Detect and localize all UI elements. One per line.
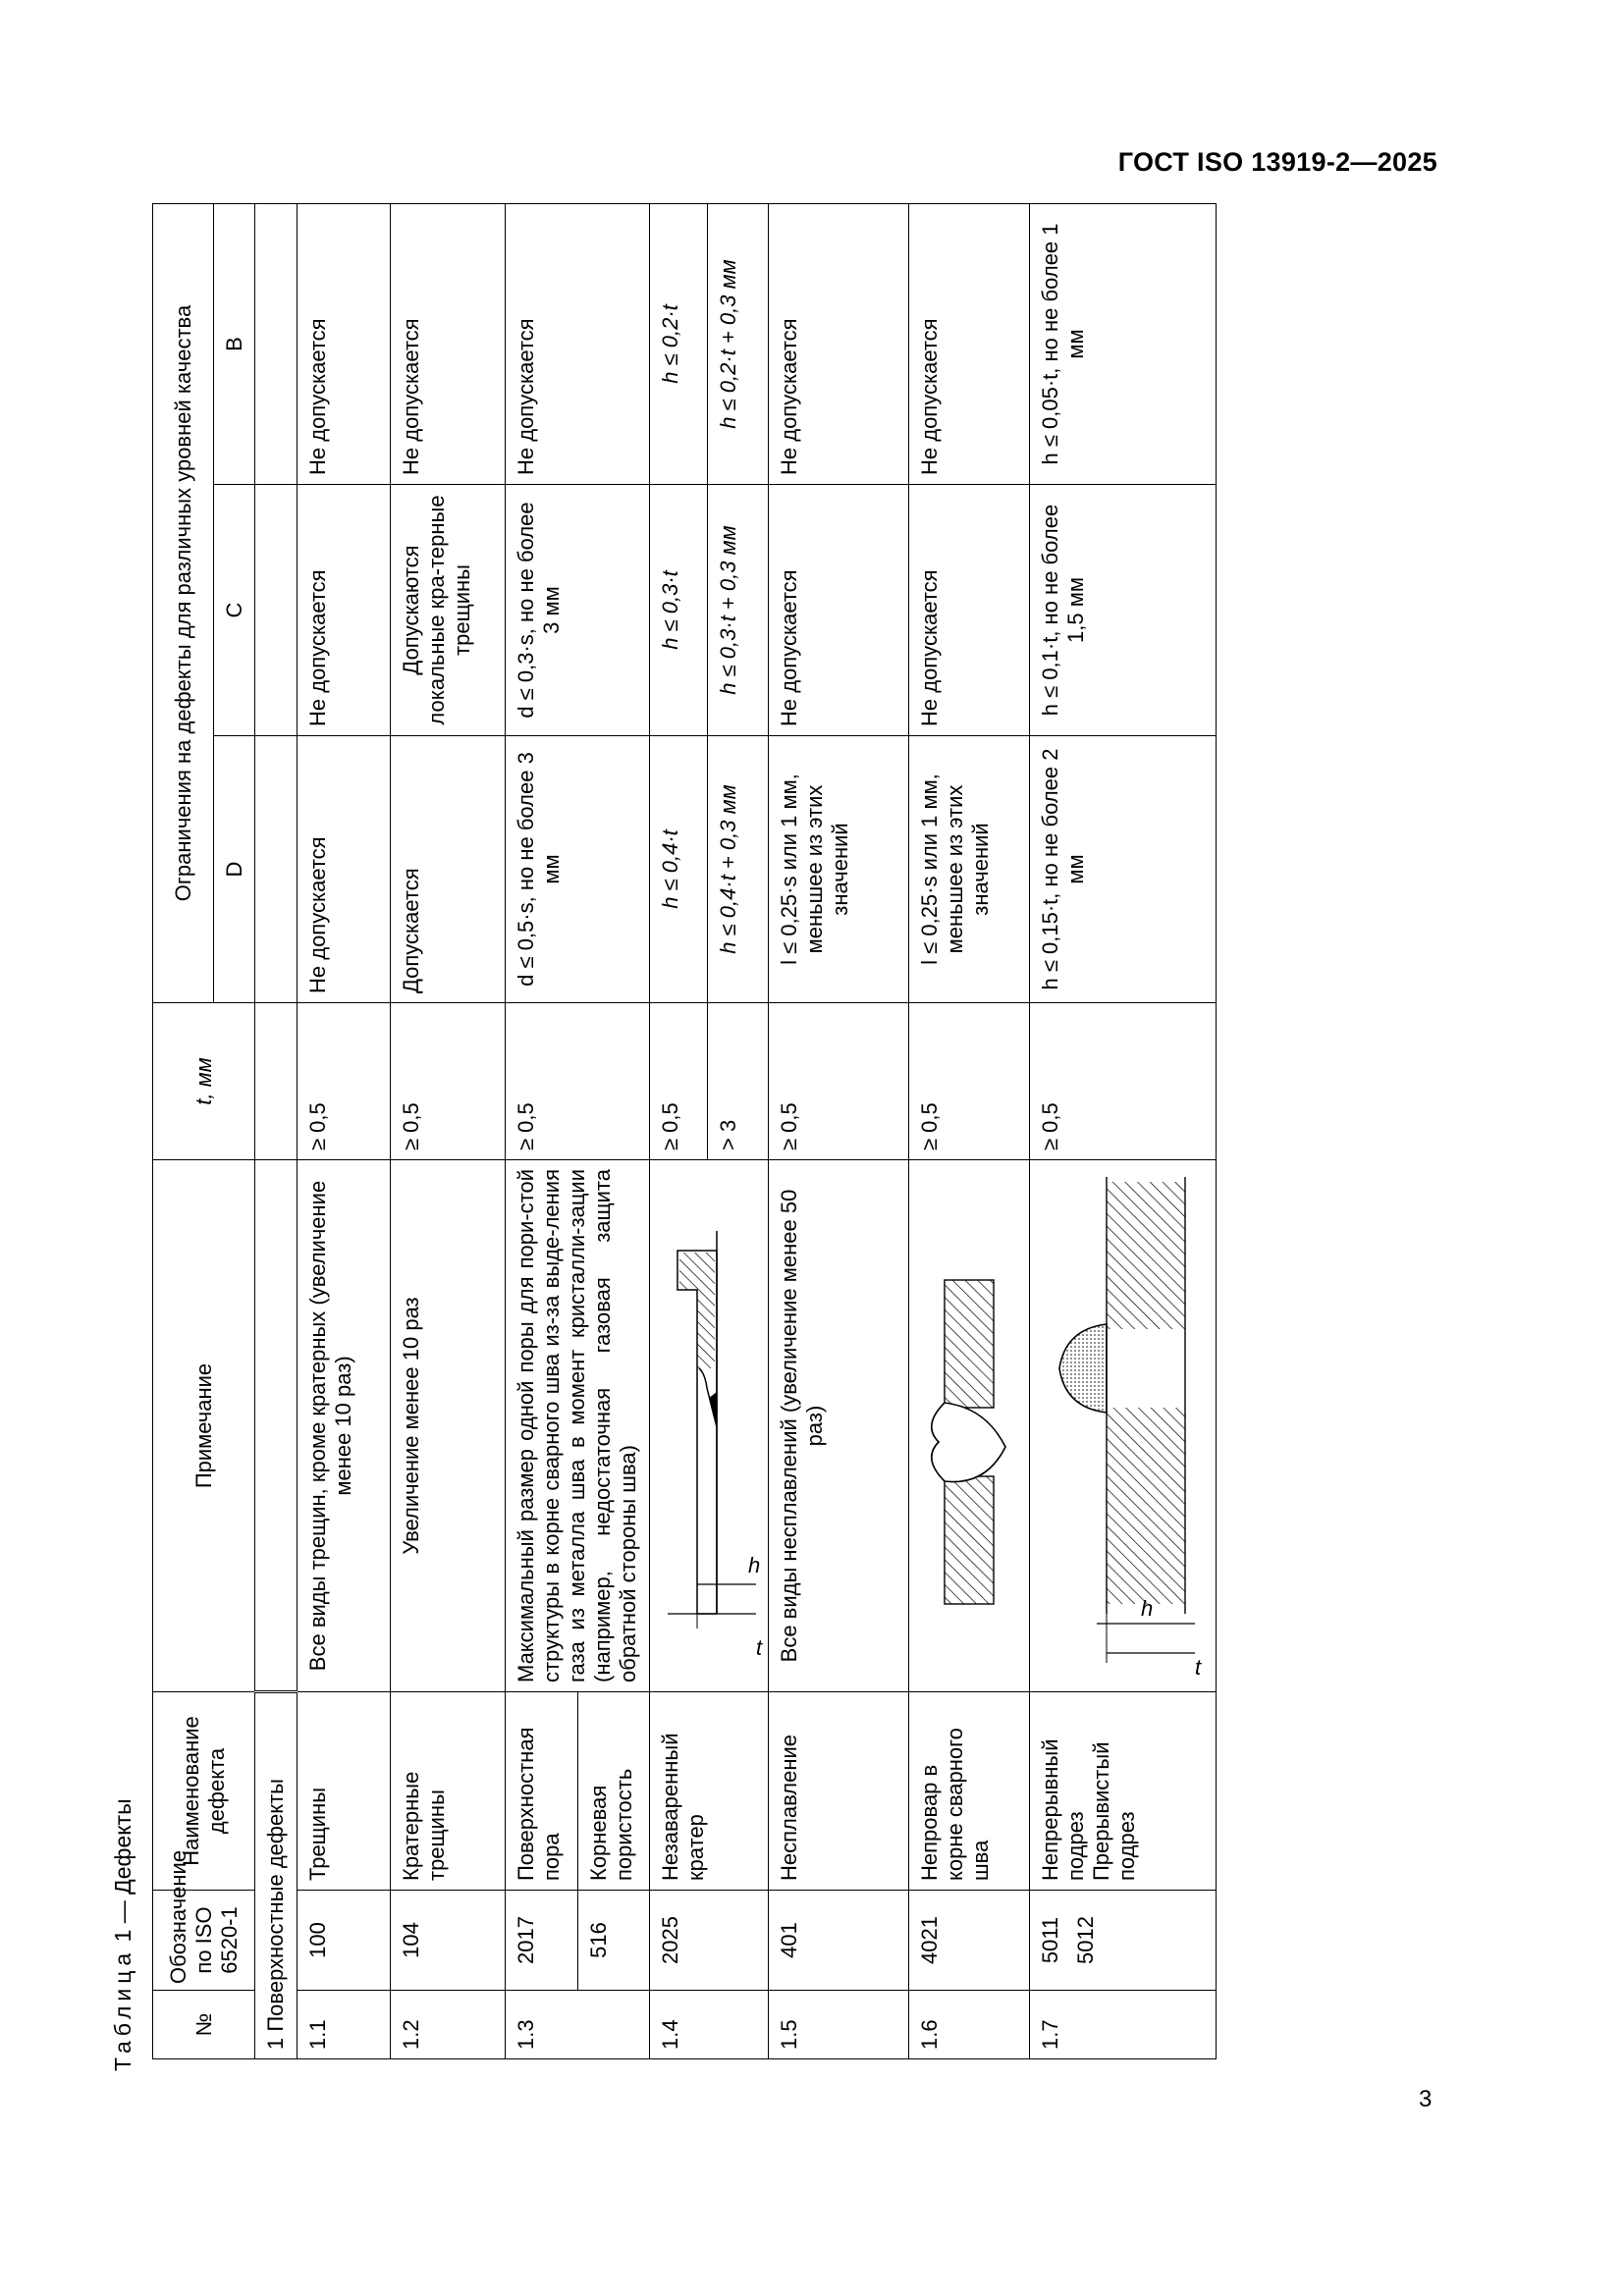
row-name-cell — [1030, 1692, 1217, 1891]
section-title: 1 Поверхностные дефекты — [255, 1692, 298, 2059]
row-level-d: d ≤ 0,5·s, но не более 3 мм — [506, 736, 650, 1003]
row-code: 104 — [391, 1891, 506, 1991]
row-level-b: Не допускается — [298, 203, 391, 484]
header-level-d: D — [214, 736, 255, 1003]
row-name: Трещины — [298, 1692, 391, 1891]
row-sketch-crater — [650, 1160, 769, 1692]
row-num: 1.2 — [391, 1991, 506, 2059]
row-level-c: d ≤ 0,3·s, но не более 3 мм — [506, 485, 650, 736]
row-note: Все виды трещин, кроме кратерных (увеличение менее 10 раз) — [298, 1160, 391, 1692]
row-level-c: Не допускается — [769, 485, 909, 736]
row-level-c: Допускаются локальные кра-терные трещины — [391, 485, 506, 736]
rotated-table-area — [108, 16, 1434, 2071]
header-level-c: C — [214, 485, 255, 736]
header-limits: Ограничения на дефекты для различных уровней качества — [153, 203, 214, 1002]
row-name: Кратерные трещины — [391, 1692, 506, 1891]
row-name: Незаваренный кратер — [650, 1692, 769, 1891]
row-t: ≥ 0,5 — [1030, 1003, 1217, 1160]
crater-sketch — [658, 1172, 763, 1682]
row-code: 4021 — [909, 1891, 1030, 1991]
row-level-d-2: h ≤ 0,4·t + 0,3 мм — [708, 736, 769, 1003]
row-level-b: Не допускается — [391, 203, 506, 484]
row-num: 1.7 — [1030, 1991, 1217, 2059]
row-num: 1.4 — [650, 1991, 769, 2059]
table-row — [298, 203, 391, 2058]
header-code: Обозначение по ISO 6520-1 — [153, 1891, 255, 1991]
row-level-b: h ≤ 0,05·t, но не более 1 мм — [1030, 203, 1217, 484]
row-sketch-root — [909, 1160, 1030, 1692]
row-level-b: Не допускается — [506, 203, 650, 484]
row-t: ≥ 0,5 — [298, 1003, 391, 1160]
row-t: ≥ 0,5 — [506, 1003, 650, 1160]
sketch-label-t: t — [756, 1635, 763, 1660]
row-level-c-2: h ≤ 0,3·t + 0,3 мм — [708, 485, 769, 736]
header-note: Примечание — [153, 1160, 255, 1692]
row-num: 1.1 — [298, 1991, 391, 2059]
row-code-2: 516 — [578, 1891, 650, 1991]
row-num: 1.6 — [909, 1991, 1030, 2059]
row-name-2: Корневая пористость — [578, 1692, 650, 1891]
row-code: 2017 — [506, 1891, 578, 1991]
row-name-2: Прерывистый подрез — [1089, 1741, 1139, 1881]
row-t: ≥ 0,5 — [769, 1003, 909, 1160]
row-level-d: l ≤ 0,25·s или 1 мм, меньшее из этих значений — [909, 736, 1030, 1003]
row-sketch-undercut — [1030, 1160, 1217, 1692]
row-level-c: Не допускается — [909, 485, 1030, 736]
row-t: ≥ 0,5 — [391, 1003, 506, 1160]
row-note: Максимальный размер одной поры для пори-стой структуры в корне сварного шва из-за выде-ления газа из металла шва в момент кристалли-зации (например, недостаточная газовая защита обратной стороны шва) — [506, 1160, 650, 1692]
row-level-d: h ≤ 0,4·t — [650, 736, 708, 1003]
row-code-cell — [1030, 1891, 1217, 1991]
caption-text: 1 — Дефекты — [110, 1798, 135, 1943]
row-note: Все виды несплавлений (увеличение менее 50 раз) — [769, 1160, 909, 1692]
sketch-label-h: h — [1141, 1596, 1154, 1621]
row-code: 5011 — [1038, 1916, 1062, 1964]
row-t-2: > 3 — [708, 1003, 769, 1160]
row-num: 1.3 — [506, 1991, 650, 2059]
row-code-2: 5012 — [1073, 1916, 1098, 1964]
table-row — [769, 203, 909, 2058]
row-num: 1.5 — [769, 1991, 909, 2059]
row-t: ≥ 0,5 — [650, 1003, 708, 1160]
defects-table — [152, 203, 1217, 2059]
table-row — [909, 203, 1030, 2058]
page-number: 3 — [1419, 2086, 1433, 2112]
row-name: Поверхностная пора — [506, 1692, 578, 1891]
header-name: Наименование дефекта — [153, 1692, 255, 1891]
sketch-label-h: h — [748, 1553, 761, 1577]
row-level-c: h ≤ 0,1·t, но не более 1,5 мм — [1030, 485, 1217, 736]
row-level-b: Не допускается — [909, 203, 1030, 484]
row-note: Увеличение менее 10 раз — [391, 1160, 506, 1692]
table-caption — [108, 1798, 137, 2071]
row-level-d: Не допускается — [298, 736, 391, 1003]
undercut-sketch — [1038, 1172, 1205, 1682]
document-id: ГОСТ ISO 13919-2—2025 — [1117, 147, 1437, 177]
table-row — [650, 203, 708, 2058]
table-row — [1030, 203, 1217, 2058]
row-level-c: Не допускается — [298, 485, 391, 736]
row-level-d: Допускается — [391, 736, 506, 1003]
row-level-d: h ≤ 0,15·t, но не более 2 мм — [1030, 736, 1217, 1003]
row-name: Несплавление — [769, 1692, 909, 1891]
root-sketch — [917, 1172, 1019, 1682]
row-code: 100 — [298, 1891, 391, 1991]
row-level-b: Не допускается — [769, 203, 909, 484]
table-row — [391, 203, 506, 2058]
header-level-b: B — [214, 203, 255, 484]
row-t: ≥ 0,5 — [909, 1003, 1030, 1160]
row-code: 401 — [769, 1891, 909, 1991]
header-num: № — [153, 1991, 255, 2059]
table-row — [506, 203, 578, 2058]
row-level-b: h ≤ 0,2·t — [650, 203, 708, 484]
row-level-c: h ≤ 0,3·t — [650, 485, 708, 736]
row-level-b-2: h ≤ 0,2·t + 0,3 мм — [708, 203, 769, 484]
sketch-label-t: t — [1195, 1655, 1202, 1680]
row-code: 2025 — [650, 1891, 769, 1991]
row-name: Непрерывный подрез — [1038, 1738, 1088, 1881]
caption-prefix: Таблица — [110, 1948, 135, 2071]
header-thickness: t, мм — [153, 1003, 255, 1160]
row-name: Непровар в корне сварного шва — [909, 1692, 1030, 1891]
row-level-d: l ≤ 0,25·s или 1 мм, меньшее из этих значений — [769, 736, 909, 1003]
